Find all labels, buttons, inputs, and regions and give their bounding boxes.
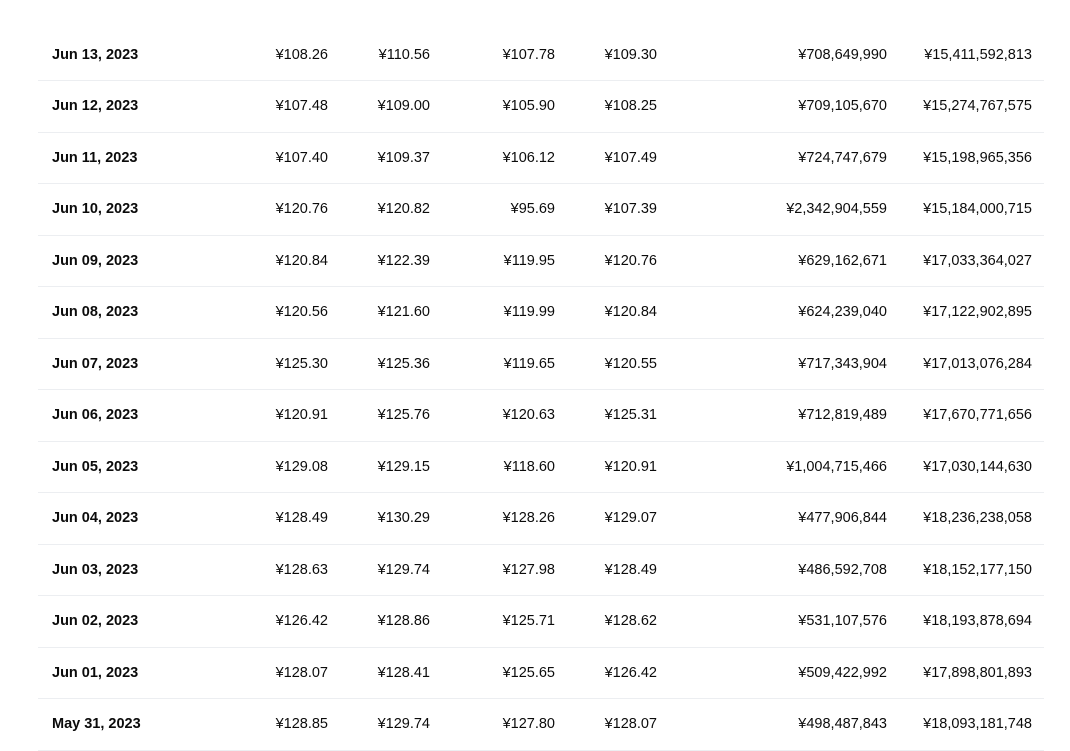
row-padding (1032, 699, 1044, 751)
table-row (38, 596, 1044, 648)
high-price-cell: ¥128.41 (377, 664, 430, 681)
date-cell: Jun 06, 2023 (52, 407, 139, 424)
low-price-cell: ¥125.71 (502, 613, 555, 630)
high-price-cell: ¥125.36 (377, 355, 430, 372)
close-price-cell: ¥109.30 (604, 46, 657, 63)
high-price-cell: ¥128.86 (377, 613, 430, 630)
open-price-cell: ¥107.40 (275, 149, 328, 166)
close-price-cell: ¥120.55 (604, 355, 657, 372)
row-padding (1032, 132, 1044, 184)
volume-cell: ¥1,004,715,466 (786, 458, 887, 475)
open-price-cell: ¥125.30 (275, 355, 328, 372)
volume-cell: ¥2,342,904,559 (786, 201, 887, 218)
volume-cell: ¥724,747,679 (798, 149, 887, 166)
volume-cell: ¥486,592,708 (798, 561, 887, 578)
open-price-cell: ¥120.76 (275, 201, 328, 218)
low-price-cell: ¥127.98 (502, 561, 555, 578)
table-row (38, 235, 1044, 287)
low-price-cell: ¥106.12 (502, 149, 555, 166)
high-price-cell: ¥130.29 (377, 510, 430, 527)
market-cap-cell: ¥17,670,771,656 (923, 407, 1032, 424)
market-cap-cell: ¥15,411,592,813 (924, 46, 1032, 63)
open-price-cell: ¥108.26 (275, 46, 328, 63)
volume-cell: ¥624,239,040 (798, 304, 887, 321)
market-cap-cell: ¥18,193,878,694 (923, 613, 1032, 630)
volume-cell: ¥712,819,489 (798, 407, 887, 424)
volume-cell: ¥509,422,992 (798, 664, 887, 681)
market-cap-cell: ¥17,033,364,027 (923, 252, 1032, 269)
row-padding (1032, 647, 1044, 699)
market-cap-cell: ¥15,184,000,715 (923, 201, 1032, 218)
volume-cell: ¥708,649,990 (798, 46, 887, 63)
close-price-cell: ¥108.25 (604, 98, 657, 115)
open-price-cell: ¥129.08 (275, 458, 328, 475)
open-price-cell: ¥120.56 (275, 304, 328, 321)
close-price-cell: ¥120.84 (604, 304, 657, 321)
open-price-cell: ¥120.91 (275, 407, 328, 424)
table-row (38, 390, 1044, 442)
close-price-cell: ¥120.76 (604, 252, 657, 269)
high-price-cell: ¥109.37 (377, 149, 430, 166)
table-row (38, 699, 1044, 751)
close-price-cell: ¥128.49 (604, 561, 657, 578)
high-price-cell: ¥120.82 (377, 201, 430, 218)
date-cell: Jun 09, 2023 (52, 252, 139, 269)
market-cap-cell: ¥17,030,144,630 (923, 458, 1032, 475)
table-row (38, 647, 1044, 699)
open-price-cell: ¥128.49 (275, 510, 328, 527)
high-price-cell: ¥121.60 (377, 304, 430, 321)
open-price-cell: ¥128.63 (275, 561, 328, 578)
date-cell: Jun 13, 2023 (52, 46, 139, 63)
table-row (38, 184, 1044, 236)
volume-cell: ¥477,906,844 (798, 510, 887, 527)
open-price-cell: ¥128.07 (275, 664, 328, 681)
market-cap-cell: ¥18,093,181,748 (923, 716, 1032, 733)
row-padding (1032, 184, 1044, 236)
volume-cell: ¥629,162,671 (798, 252, 887, 269)
date-cell: Jun 02, 2023 (52, 613, 139, 630)
row-padding (1032, 441, 1044, 493)
table-row (38, 81, 1044, 133)
market-cap-cell: ¥17,013,076,284 (923, 355, 1032, 372)
high-price-cell: ¥129.74 (377, 716, 430, 733)
row-padding (1032, 235, 1044, 287)
high-price-cell: ¥129.15 (377, 458, 430, 475)
row-padding (1032, 29, 1044, 81)
historical-data-table-container (38, 29, 1044, 751)
low-price-cell: ¥95.69 (510, 201, 555, 218)
date-cell: Jun 08, 2023 (52, 304, 139, 321)
high-price-cell: ¥122.39 (377, 252, 430, 269)
date-cell: Jun 11, 2023 (52, 149, 138, 166)
volume-cell: ¥717,343,904 (798, 355, 887, 372)
row-padding (1032, 544, 1044, 596)
low-price-cell: ¥120.63 (502, 407, 555, 424)
table-row (38, 132, 1044, 184)
date-cell: Jun 10, 2023 (52, 201, 139, 218)
high-price-cell: ¥110.56 (378, 46, 430, 63)
volume-cell: ¥531,107,576 (798, 613, 887, 630)
low-price-cell: ¥125.65 (502, 664, 555, 681)
low-price-cell: ¥127.80 (502, 716, 555, 733)
low-price-cell: ¥119.95 (503, 252, 555, 269)
row-padding (1032, 493, 1044, 545)
high-price-cell: ¥109.00 (377, 98, 430, 115)
low-price-cell: ¥128.26 (502, 510, 555, 527)
low-price-cell: ¥118.60 (503, 458, 555, 475)
close-price-cell: ¥128.07 (604, 716, 657, 733)
market-cap-cell: ¥18,236,238,058 (923, 510, 1032, 527)
close-price-cell: ¥107.49 (604, 149, 657, 166)
date-cell: Jun 01, 2023 (52, 664, 139, 681)
market-cap-cell: ¥15,274,767,575 (923, 98, 1032, 115)
table-row (38, 544, 1044, 596)
historical-data-table (38, 29, 1044, 751)
close-price-cell: ¥128.62 (604, 613, 657, 630)
open-price-cell: ¥126.42 (275, 613, 328, 630)
date-cell: May 31, 2023 (52, 716, 141, 733)
table-row (38, 441, 1044, 493)
market-cap-cell: ¥18,152,177,150 (923, 561, 1032, 578)
low-price-cell: ¥119.65 (503, 355, 555, 372)
open-price-cell: ¥107.48 (275, 98, 328, 115)
low-price-cell: ¥105.90 (502, 98, 555, 115)
market-cap-cell: ¥15,198,965,356 (923, 149, 1032, 166)
low-price-cell: ¥107.78 (502, 46, 555, 63)
table-row (38, 338, 1044, 390)
date-cell: Jun 07, 2023 (52, 355, 139, 372)
high-price-cell: ¥125.76 (377, 407, 430, 424)
open-price-cell: ¥120.84 (275, 252, 328, 269)
table-row (38, 493, 1044, 545)
table-row (38, 287, 1044, 339)
low-price-cell: ¥119.99 (503, 304, 555, 321)
close-price-cell: ¥107.39 (604, 201, 657, 218)
date-cell: Jun 03, 2023 (52, 561, 139, 578)
close-price-cell: ¥129.07 (604, 510, 657, 527)
volume-cell: ¥709,105,670 (798, 98, 887, 115)
open-price-cell: ¥128.85 (275, 716, 328, 733)
close-price-cell: ¥120.91 (604, 458, 657, 475)
date-cell: Jun 04, 2023 (52, 510, 139, 527)
date-cell: Jun 05, 2023 (52, 458, 139, 475)
market-cap-cell: ¥17,122,902,895 (923, 304, 1032, 321)
close-price-cell: ¥125.31 (604, 407, 657, 424)
row-padding (1032, 338, 1044, 390)
close-price-cell: ¥126.42 (604, 664, 657, 681)
market-cap-cell: ¥17,898,801,893 (923, 664, 1032, 681)
row-padding (1032, 287, 1044, 339)
table-row (38, 29, 1044, 81)
date-cell: Jun 12, 2023 (52, 98, 139, 115)
row-padding (1032, 81, 1044, 133)
row-padding (1032, 390, 1044, 442)
row-padding (1032, 596, 1044, 648)
high-price-cell: ¥129.74 (377, 561, 430, 578)
volume-cell: ¥498,487,843 (798, 716, 887, 733)
table-body (38, 29, 1044, 750)
